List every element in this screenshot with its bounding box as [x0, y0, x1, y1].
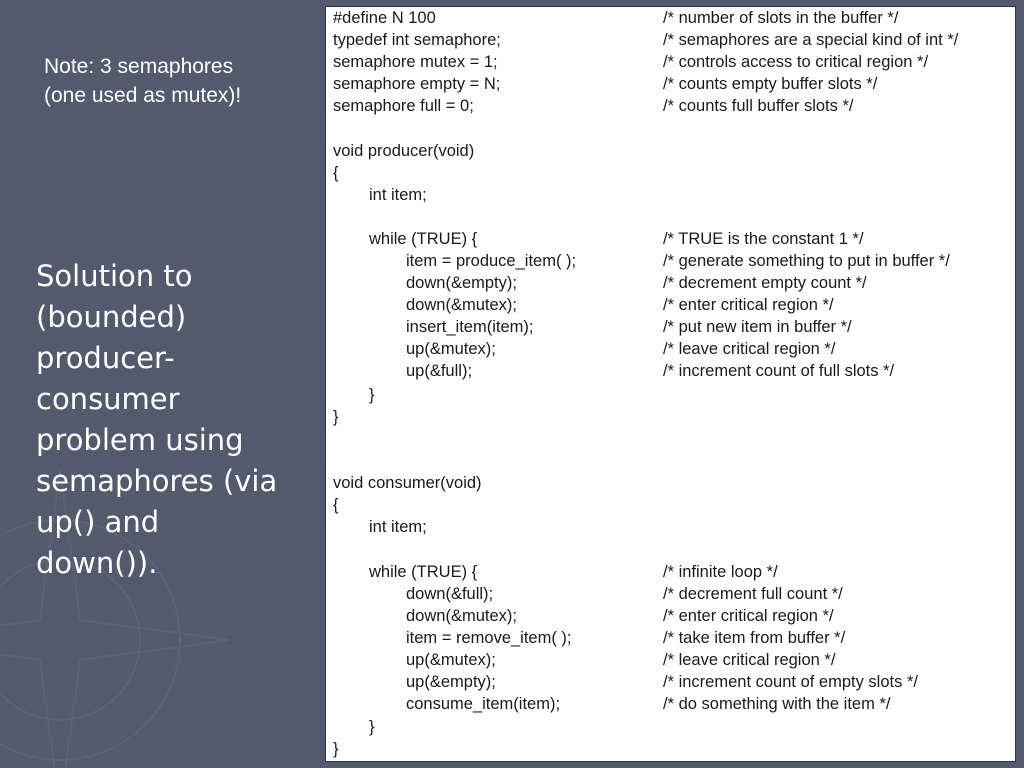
code-line [326, 184, 1015, 206]
code-line [326, 360, 1015, 382]
code-line [326, 162, 1015, 184]
code-line [326, 738, 1015, 760]
code-text: up(&empty); [406, 673, 496, 691]
code-line [326, 140, 1015, 162]
code-line [326, 671, 1015, 693]
code-text: item = produce_item( ); [406, 252, 577, 270]
code-text: while (TRUE) { [369, 563, 478, 581]
title-line: problem using [36, 423, 244, 457]
code-comment: /* decrement empty count */ [663, 274, 867, 292]
title-line: consumer [36, 382, 180, 416]
code-text: void consumer(void) [333, 474, 482, 492]
code-line [326, 627, 1015, 649]
title-line: down()). [36, 546, 158, 580]
code-text: int item; [369, 518, 427, 536]
code-line [326, 316, 1015, 338]
code-text: #define N 100 [333, 9, 436, 27]
code-comment: /* enter critical region */ [663, 296, 834, 314]
code-line [326, 294, 1015, 316]
code-comment: /* generate something to put in buffer */ [663, 252, 950, 270]
code-comment: /* number of slots in the buffer */ [663, 9, 899, 27]
code-line [326, 716, 1015, 738]
code-line [326, 228, 1015, 250]
code-text: down(&full); [406, 585, 494, 603]
note-line: Note: 3 semaphores [44, 55, 234, 78]
code-comment: /* decrement full count */ [663, 585, 843, 603]
code-line [326, 272, 1015, 294]
code-text: consume_item(item); [406, 695, 561, 713]
code-comment: /* counts empty buffer slots */ [663, 75, 878, 93]
code-comment: /* counts full buffer slots */ [663, 97, 854, 115]
code-line [326, 693, 1015, 715]
code-text: } [369, 386, 375, 404]
code-text: void producer(void) [333, 142, 475, 160]
title-line: (bounded) [36, 300, 187, 334]
code-text: up(&mutex); [406, 651, 496, 669]
code-line [326, 51, 1015, 73]
code-comment: /* leave critical region */ [663, 651, 836, 669]
code-line [326, 583, 1015, 605]
code-comment: /* semaphores are a special kind of int */ [663, 31, 959, 49]
code-line [326, 95, 1015, 117]
code-comment: /* put new item in buffer */ [663, 318, 852, 336]
title-line: semaphores (via [36, 464, 278, 498]
code-line [326, 250, 1015, 272]
code-line [326, 494, 1015, 516]
note-line: (one used as mutex)! [44, 84, 242, 107]
code-line [326, 7, 1015, 29]
code-comment: /* leave critical region */ [663, 340, 836, 358]
code-text: while (TRUE) { [369, 230, 478, 248]
code-comment: /* increment count of full slots */ [663, 362, 895, 380]
code-comment: /* take item from buffer */ [663, 629, 846, 647]
code-line [326, 406, 1015, 428]
code-comment: /* enter critical region */ [663, 607, 834, 625]
code-text: typedef int semaphore; [333, 31, 501, 49]
code-line [326, 384, 1015, 406]
code-text: { [333, 164, 339, 182]
code-line [326, 561, 1015, 583]
slide-title [36, 256, 316, 584]
code-text: insert_item(item); [406, 318, 534, 336]
code-text: down(&mutex); [406, 607, 517, 625]
code-line [326, 649, 1015, 671]
code-text: int item; [369, 186, 427, 204]
code-listing-panel [325, 6, 1016, 762]
code-comment: /* do something with the item */ [663, 695, 891, 713]
code-comment: /* controls access to critical region */ [663, 53, 929, 71]
code-text: up(&full); [406, 362, 473, 380]
code-text: semaphore full = 0; [333, 97, 474, 115]
code-line [326, 29, 1015, 51]
code-comment: /* TRUE is the constant 1 */ [663, 230, 864, 248]
code-line [326, 605, 1015, 627]
code-text: semaphore mutex = 1; [333, 53, 498, 71]
code-text: { [333, 496, 339, 514]
code-text: item = remove_item( ); [406, 629, 572, 647]
code-text: } [369, 718, 375, 736]
code-text: } [333, 408, 339, 426]
code-comment: /* increment count of empty slots */ [663, 673, 918, 691]
note-text [44, 52, 314, 110]
code-text: up(&mutex); [406, 340, 496, 358]
title-line: up() and [36, 505, 160, 539]
code-comment: /* infinite loop */ [663, 563, 778, 581]
code-line [326, 338, 1015, 360]
code-text: down(&empty); [406, 274, 517, 292]
code-line [326, 516, 1015, 538]
code-text: semaphore empty = N; [333, 75, 501, 93]
title-line: producer- [36, 341, 175, 375]
code-text: down(&mutex); [406, 296, 517, 314]
title-line: Solution to [36, 259, 193, 293]
code-text: } [333, 740, 339, 758]
code-line [326, 472, 1015, 494]
code-line [326, 73, 1015, 95]
